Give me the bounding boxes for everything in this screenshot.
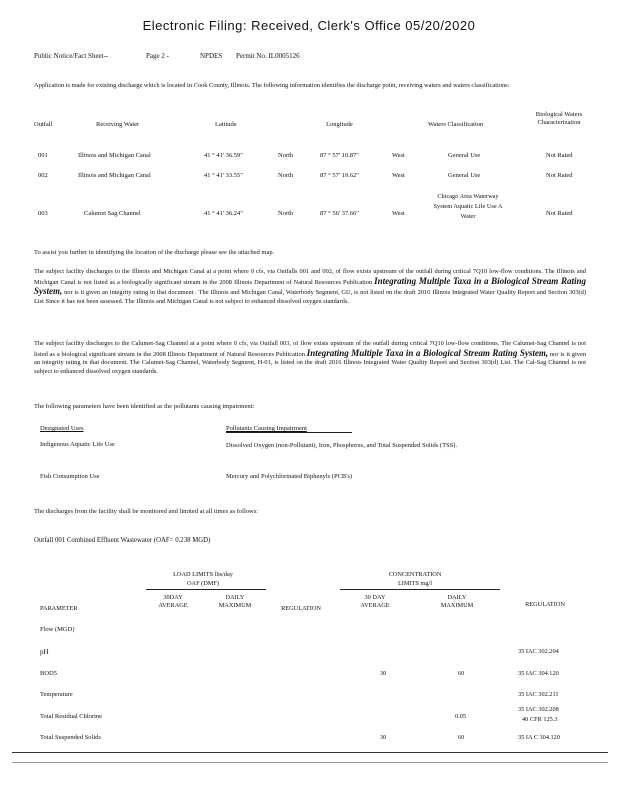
page-bottom-rule (12, 752, 608, 753)
col-latitude: Latitude (215, 121, 237, 128)
use-name: Indigenous Aquatic Life Use (40, 441, 115, 448)
use-name: Fish Consumption Use (40, 473, 100, 480)
parameters-intro: The following parameters have been identified as the pollutants causing impairment: (34, 403, 255, 410)
param-name: Total Residual Chlorine (40, 713, 103, 720)
load-rule (146, 589, 266, 590)
paragraph-im-canal (34, 268, 586, 306)
pollutants-header: Pollutants Causing Impairment (226, 425, 307, 432)
longitude: 87 ° 57' 10.87" (320, 152, 359, 159)
classification: Chicago Area Waterway System Aquatic Life Use A Water (433, 193, 503, 220)
paragraph-text: nor is it given an integrity rating in that document . The Illinois and Michigan Canal, Waterbody Segment, GU, is not listed on the draft 2016 Illinois Integrated Water Quality Report and Section 303(d) List Since it has not been assessed. The Illinois and Michigan Canal is not subject to enhanced dissolved oxygen standards. (34, 289, 586, 305)
assist-text: To assist you further in identifying the location of the discharge please see the attached map. (34, 249, 275, 256)
param-name: pH (40, 648, 49, 656)
outfall-id: 003 (38, 210, 48, 217)
conc-limits-sub: LIMITS mg/l (397, 580, 433, 587)
filing-stamp: Electronic Filing: Received, Clerk's Office 05/20/2020 (142, 18, 476, 33)
latitude: 41 ° 41' 33.55" (204, 172, 243, 179)
col-30day-conc: 30 DAY AVERAGE (360, 594, 390, 609)
classification: General Use (448, 152, 481, 159)
fact-sheet-title: Public Notice/Fact Sheet-- (34, 52, 109, 60)
bio-rating: Not Rated (546, 210, 573, 217)
pollutant-list: Mercury and Polychlorinated Biphenyls (PCB's) (226, 473, 353, 480)
north: North (278, 210, 294, 217)
classification: General Use (448, 172, 481, 179)
west: West (392, 210, 405, 217)
col-longitude: Longitude (326, 121, 353, 128)
monitoring-statement: The discharges from the facility shall be monitored and limited at all times as follows: (34, 508, 259, 515)
receiving-water: Illinois and Michigan Canal (78, 172, 151, 179)
col-30day-load: 30DAY AVERAGE (158, 594, 188, 609)
paragraph-text: The subject facility discharges to the Calumet-Sag Channel at a point where 0 cfs, via Outfall 003, of flow exists upstream of the outfall during critical 7Q10 low-flow conditions. The Calumet-Sag Channel is not listed as a biological significant stream in the 2008 Illinois Department of Natural Resources Publication (34, 340, 586, 358)
conc-daily: 0.05 (455, 713, 467, 720)
publication-title: Integrating Multiple Taxa in a Biological Stream Rating System, (306, 347, 549, 358)
receiving-water: Calumet Sag Channel (84, 210, 141, 217)
bio-rating: Not Rated (546, 152, 573, 159)
north: North (278, 172, 294, 179)
regulation-secondary: 40 CFR 125.3 (522, 716, 558, 723)
regulation: 35 IAC 302.208 (518, 706, 559, 713)
paragraph-text: The subject facility discharges to the Illinois and Michigan Canal at a point where 0 cfs, via Outfalls 001 and 002, of flow exists upstream of the outfall during critical 7Q10 low-flow conditions. The Illinois and Michigan Canal is not listed as a biologically significant stream in the 2008 Illinois Department of Natural Resources Publication (34, 268, 586, 286)
conc-30day: 30 (380, 670, 387, 677)
pollutants-underline (226, 432, 352, 433)
col-receiving: Receiving Water (96, 121, 140, 128)
paragraph-cal-sag (34, 340, 586, 376)
north: North (278, 152, 294, 159)
intro-paragraph: Application is made for existing discharge which is located in Cook County, Illinois. The following information identifies the discharge point, receiving waters and waters classifications: (34, 82, 510, 89)
publication-title: Integrating Multiple Taxa in a Biological Stream Rating System, (34, 275, 586, 297)
conc-daily: 60 (458, 670, 465, 677)
param-name: Flow (MGD) (40, 626, 75, 633)
bio-rating: Not Rated (546, 172, 573, 179)
program-label: NPDES (200, 52, 223, 60)
paragraph-text: nor is it given an integrity rating in that document. The Calumet-Sag Channel, Waterbody Segment, H-01, is listed on the draft 2016 Illinois Integrated Water Quality Report and Section 303(d) List. The Cal-Sag Channel is not subject to enhanced dissolved oxygen standards. (34, 350, 586, 375)
pollutant-list: Dissolved Oxygen (non-Pollutant), Iron, Phosphorus, and Total Suspended Solids (TSS). (226, 442, 458, 449)
latitude: 41 ° 41' 36.24" (204, 210, 243, 217)
conc-daily: 60 (458, 734, 465, 741)
west: West (392, 172, 405, 179)
longitude: 87 ° 56' 37.66" (320, 210, 359, 217)
col-classification: Waters Classification (428, 121, 484, 128)
load-limits-header: LOAD LIMITS lbs/day (173, 571, 233, 578)
param-name: Temperature (40, 691, 73, 698)
col-biological: Biological Waters Characterization (535, 111, 583, 126)
param-name: BOD5 (40, 670, 57, 677)
outfall-description: Outfall 001 Combined Effluent Wastewater (OAF= 0.238 MGD) (34, 537, 211, 544)
regulation: 35 IA C 304.120 (518, 734, 560, 741)
latitude: 41 ° 41' 36.59" (204, 152, 243, 159)
conc-limits-header: CONCENTRATION (388, 571, 442, 578)
page-bottom-rule-light (12, 762, 608, 763)
conc-30day: 30 (380, 734, 387, 741)
col-regulation-load: REGULATION (281, 605, 321, 612)
param-name: Total Suspended Solids (40, 734, 101, 741)
col-regulation-conc: REGULATION (525, 601, 565, 608)
permit-number: Permit No. IL0005126 (236, 52, 300, 60)
col-daily-load: DAILY MAXIMUM (218, 594, 252, 609)
outfall-id: 002 (38, 172, 48, 179)
west: West (392, 152, 405, 159)
regulation: 35 IAC 304.120 (518, 670, 559, 677)
outfall-id: 001 (38, 152, 48, 159)
page-number: Page 2 - (146, 52, 169, 60)
conc-rule (340, 589, 500, 590)
col-outfall: Outfall (34, 121, 53, 128)
designated-uses-header: Designated Uses (40, 425, 84, 432)
regulation: 35 IAC 302.204 (518, 648, 559, 655)
longitude: 87 ° 57' 19.62" (320, 172, 359, 179)
load-limits-sub: OAF (DMF) (186, 580, 219, 587)
col-daily-conc: DAILY MAXIMUM (440, 594, 474, 609)
receiving-water: Illinois and Michigan Canal (78, 152, 151, 159)
regulation: 35 IAC 302.211 (518, 691, 559, 698)
col-parameter: PARAMETER (40, 605, 78, 612)
